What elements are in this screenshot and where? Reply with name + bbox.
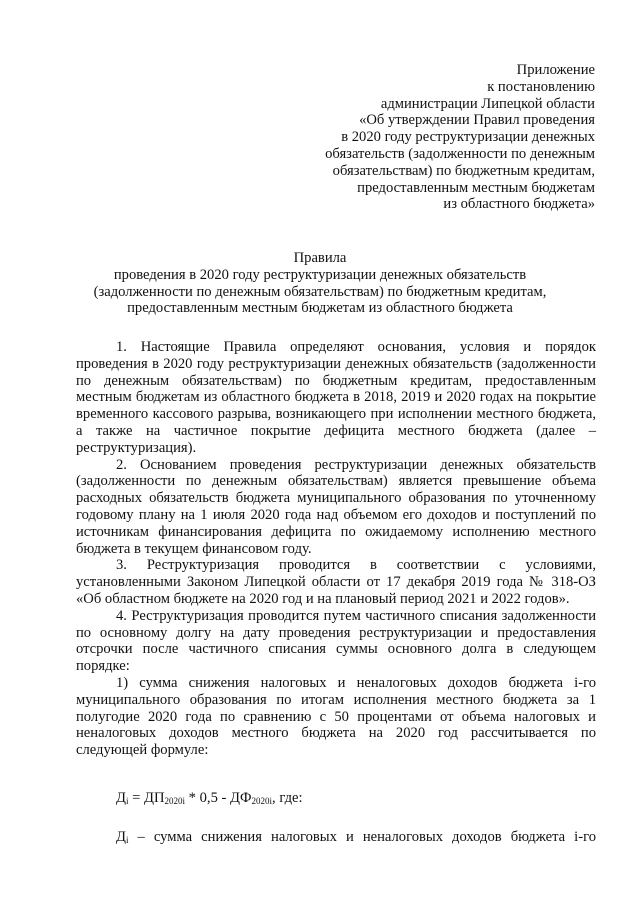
title-heading: Правила — [293, 250, 347, 266]
paragraph-3: 3. Реструктуризация проводится в соответствии с условиями, установленными Законом Липецкой области от 17 декабря 2019 года № 318-ОЗ «Об областном бюджете на 2020 год и на плановый период 2021 и 2022 годов». — [76, 557, 596, 607]
formula-term2-sub: 2020i — [251, 796, 273, 806]
title-line: (задолженности по денежным обязательствам) по бюджетным кредитам, — [93, 283, 547, 300]
formula-definition — [116, 829, 596, 846]
paragraph-2: 2. Основанием проведения реструктуризации денежных обязательств (задолженности по денежным обязательствам) является превышение объема расходных обязательств бюджета муниципального образования по уточненному годовому плану на 1 июля 2020 года над объемом его доходов и поступлений по источникам финансирования дефицита по ожидаемому исполнению местного бюджета в текущем финансовом году. — [76, 456, 596, 557]
paragraph-1: 1. Настоящие Правила определяют основания, условия и порядок проведения в 2020 году реструктуризации денежных обязательств (задолженности по денежным обязательствам) по бюджетным кредитам, предоставленным местным бюджетам из областного бюджета в 2018, 2019 и 2020 годах на покрытие временного кассового разрыва, возникающего при исполнении местного бюджета, а также на частичное покрытие дефицита местного бюджета (далее – реструктуризация). — [76, 339, 596, 456]
title-line: проведения в 2020 году реструктуризации денежных обязательств — [113, 266, 527, 283]
formula-mid: * 0,5 - ДФ — [185, 790, 252, 806]
formula-eq: = ДП — [128, 790, 165, 806]
formula-tail: , где: — [272, 790, 303, 806]
appendix-line: Приложение — [516, 62, 595, 78]
document-title — [60, 250, 580, 317]
appendix-line: обязательств (задолженности по денежным — [325, 145, 595, 162]
appendix-header — [295, 62, 595, 213]
formula-term1-sub: 2020i — [164, 796, 186, 806]
definition-text: – сумма снижения налоговых и неналоговых доходов бюджета i-го — [128, 829, 596, 845]
formula-lhs: Д — [116, 790, 126, 806]
document-body — [76, 339, 596, 759]
appendix-line: обязательствам) по бюджетным кредитам, — [332, 162, 595, 179]
appendix-line: администрации Липецкой области — [380, 95, 595, 112]
title-line: предоставленным местным бюджетам из областного бюджета — [127, 300, 513, 317]
formula — [116, 790, 303, 807]
definition-symbol-sub: i — [125, 835, 129, 845]
formula-lhs-sub: i — [125, 796, 129, 806]
appendix-line: предоставленным местным бюджетам — [357, 179, 595, 196]
appendix-line: из областного бюджета» — [443, 196, 595, 213]
appendix-line: «Об утверждении Правил проведения — [359, 112, 595, 129]
definition-symbol: Д — [116, 829, 126, 845]
paragraph-4: 4. Реструктуризация проводится путем частичного списания задолженности по основному долгу на дату проведения реструктуризации и предоставления отсрочки после частичного списания суммы основного долга в следующем порядке: — [76, 607, 596, 675]
paragraph-4-1: 1) сумма снижения налоговых и неналоговых доходов бюджета i-го муниципального образования по итогам исполнения местного бюджета за 1 полугодие 2020 года по сравнению с 50 процентами от объема налоговых и неналоговых доходов местного бюджета на 2020 год рассчитывается по следующей формуле: — [76, 674, 596, 759]
appendix-line: к постановлению — [487, 78, 595, 95]
appendix-line: в 2020 году реструктуризации денежных — [341, 129, 595, 146]
